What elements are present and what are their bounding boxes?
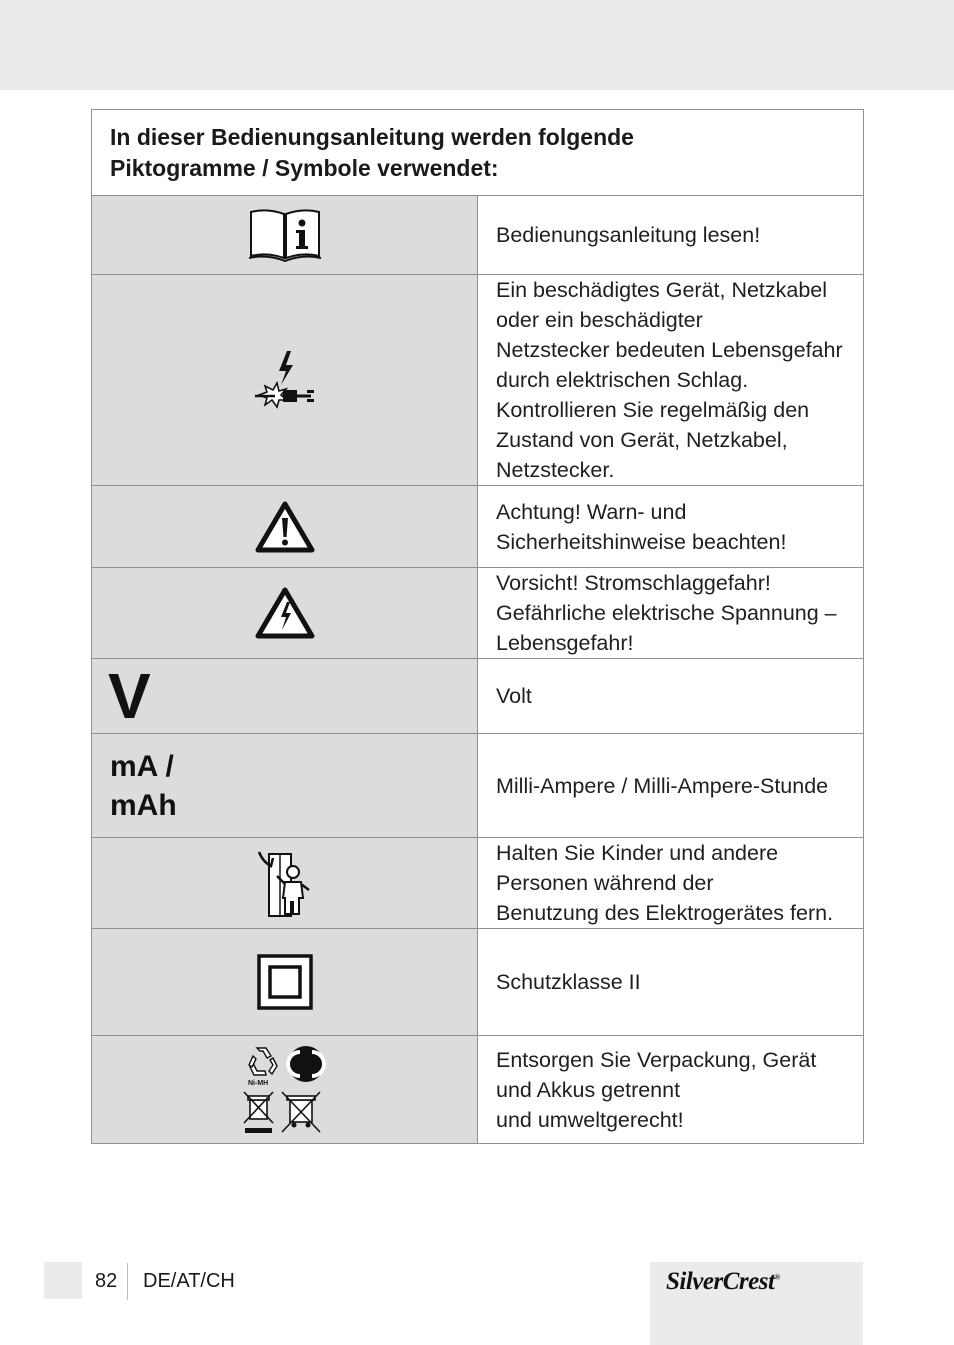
symbol-line: mAh bbox=[110, 788, 177, 822]
brand-mark: ® bbox=[774, 1272, 780, 1282]
milliampere-symbol bbox=[110, 747, 477, 825]
brand-logo bbox=[666, 1268, 780, 1296]
table-row bbox=[92, 734, 864, 838]
damaged-plug-shock-icon bbox=[253, 349, 317, 411]
page-number: 82 bbox=[95, 1270, 118, 1292]
icon-cell bbox=[92, 486, 478, 568]
footer-divider bbox=[127, 1263, 128, 1300]
crossed-bin-icon bbox=[244, 1092, 273, 1133]
table-heading bbox=[92, 110, 864, 196]
brand-name: SilverCrest bbox=[666, 1268, 775, 1295]
description-line: Halten Sie Kinder und andere Personen während der bbox=[496, 841, 779, 895]
description-line: Netzstecker. bbox=[496, 458, 615, 482]
description-line: Kontrollieren Sie regelmäßig den Zustand von Gerät, Netzkabel, bbox=[496, 398, 810, 452]
description-cell bbox=[478, 568, 864, 659]
description-line: Milli-Ampere / Milli-Ampere-Stunde bbox=[496, 773, 829, 798]
description-line: Volt bbox=[496, 684, 532, 708]
recycle-label: Ni-MH bbox=[247, 1079, 268, 1087]
footer-marker bbox=[44, 1262, 82, 1299]
heading-line-1: In dieser Bedienungsanleitung werden folgende bbox=[110, 123, 634, 150]
description-cell bbox=[478, 838, 864, 929]
keep-children-away-icon bbox=[255, 848, 315, 918]
recycling-icon bbox=[249, 1048, 277, 1075]
icon-cell bbox=[92, 275, 478, 486]
icon-cell bbox=[92, 196, 478, 275]
description-line: und umweltgerecht! bbox=[496, 1107, 684, 1132]
table-row bbox=[92, 1036, 864, 1144]
table-row bbox=[92, 486, 864, 568]
symbol-line: mA / bbox=[110, 749, 174, 783]
icon-cell bbox=[92, 659, 478, 734]
protection-class-ii-icon bbox=[257, 954, 313, 1010]
icon-cell bbox=[92, 568, 478, 659]
icon-cell bbox=[92, 1036, 478, 1144]
description-line: Vorsicht! Stromschlaggefahr! bbox=[496, 571, 771, 595]
icon-cell bbox=[92, 734, 478, 838]
table-row bbox=[92, 196, 864, 275]
description-line: Bedienungsanleitung lesen! bbox=[496, 223, 761, 247]
description-line: Schutzklasse II bbox=[496, 970, 641, 994]
description-cell bbox=[478, 734, 864, 838]
description-line: Entsorgen Sie Verpackung, Gerät und Akkus getrennt bbox=[496, 1047, 817, 1102]
green-dot-icon bbox=[288, 1046, 324, 1082]
heading-line-2: Piktogramme / Symbole verwendet: bbox=[110, 154, 499, 181]
description-cell bbox=[478, 486, 864, 568]
table-row bbox=[92, 659, 864, 734]
description-line: Ein beschädigtes Gerät, Netzkabel oder ein beschädigter bbox=[496, 278, 828, 332]
electric-shock-triangle-icon bbox=[255, 587, 315, 639]
description-line: Benutzung des Elektrogerätes fern. bbox=[496, 901, 834, 925]
description-line: Gefährliche elektrische Spannung – Lebensgefahr! bbox=[496, 601, 837, 655]
table-row bbox=[92, 568, 864, 659]
top-band bbox=[0, 0, 954, 90]
description-line: Achtung! Warn- und Sicherheitshinweise beachten! bbox=[496, 499, 787, 554]
table-row bbox=[92, 929, 864, 1036]
description-line: Netzstecker bedeuten Lebensgefahr durch elektrischen Schlag. bbox=[496, 338, 843, 392]
table-row bbox=[92, 275, 864, 486]
brand-box bbox=[650, 1262, 863, 1345]
locale-label: DE/AT/CH bbox=[143, 1270, 235, 1292]
icon-cell bbox=[92, 929, 478, 1036]
crossed-wheelie-bin-icon bbox=[282, 1092, 320, 1132]
description-cell bbox=[478, 659, 864, 734]
description-cell bbox=[478, 929, 864, 1036]
table-row bbox=[92, 838, 864, 929]
description-cell bbox=[478, 275, 864, 486]
icon-cell bbox=[92, 838, 478, 929]
description-cell bbox=[478, 1036, 864, 1144]
volt-symbol: V bbox=[108, 660, 151, 732]
warning-triangle-icon bbox=[255, 501, 315, 553]
disposal-icons bbox=[240, 1044, 330, 1136]
description-cell bbox=[478, 196, 864, 275]
pictogram-table bbox=[91, 109, 864, 1144]
book-info-icon bbox=[247, 206, 323, 264]
